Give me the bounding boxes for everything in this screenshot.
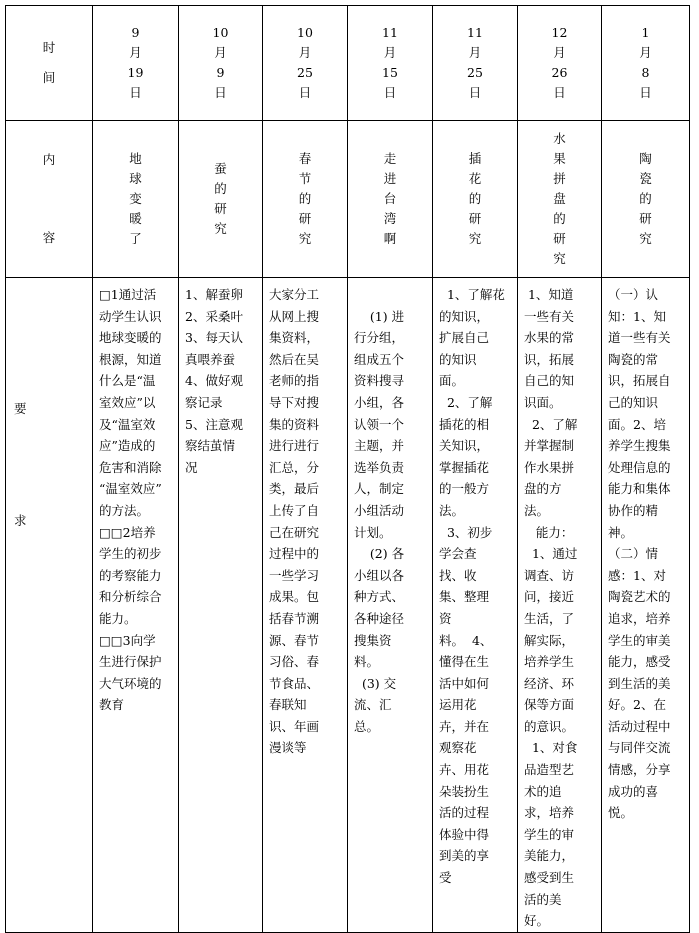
topic-line: 变: [129, 191, 142, 206]
requirement-line: 培养学生: [524, 654, 575, 670]
requirement-line: (3) 交: [354, 675, 397, 691]
requirement-line: 节食品、: [269, 675, 320, 691]
requirement-line: 计划。: [354, 524, 392, 540]
requirement-line: 观察花: [439, 740, 477, 756]
requirement-line: 春联知: [269, 697, 307, 713]
topic-line: 的: [214, 181, 227, 196]
date-line: 月: [468, 45, 482, 60]
requirement-line: 并掌握制: [524, 438, 575, 454]
requirement-line: 的方法。: [99, 502, 150, 518]
time-label-cell: [6, 6, 93, 121]
topic-line: 的: [298, 191, 312, 206]
date-line: 10: [212, 25, 229, 40]
topic-line: 水: [553, 131, 566, 146]
requirement-line: 2、了解: [524, 416, 578, 432]
topic-cell: [263, 121, 348, 278]
row-label: 容: [42, 230, 56, 245]
topic-cell: [518, 121, 602, 278]
date-line: 日: [214, 85, 227, 100]
requirement-line: 悦。: [608, 805, 634, 821]
row-label: 间: [42, 70, 56, 85]
requirement-line: 资料搜寻: [354, 373, 405, 389]
topic-line: 盘: [553, 191, 566, 206]
date-lines: [518, 23, 601, 103]
requirement-line: 一些有关: [524, 308, 575, 324]
date-line: 月: [639, 45, 652, 60]
requirement-cell: [602, 278, 690, 933]
requirement-line: (1) 进: [354, 308, 405, 324]
topic-line: 研: [639, 211, 652, 226]
topic-cell: [433, 121, 518, 278]
requirement-line: 2、采桑叶: [185, 308, 243, 324]
topic-line: 球: [129, 171, 142, 186]
date-line: 11: [382, 25, 398, 40]
requirement-line: 学会查: [439, 546, 477, 562]
requirement-line: 好。: [524, 913, 550, 929]
topic-line: 的: [639, 191, 652, 206]
requirement-cell: [263, 278, 348, 933]
requirement-line: 主题，并: [354, 438, 405, 454]
requirement-line: 的考察能力: [99, 567, 162, 583]
requirement-line: 3、初步: [439, 524, 493, 540]
topic-cell: [93, 121, 179, 278]
requirement-line: 上传了自: [269, 502, 320, 518]
requirement-line: 进行进行: [269, 438, 320, 454]
requirement-line: 汇总，分: [269, 459, 320, 475]
topic-lines: [263, 149, 347, 249]
requirement-line: 人，制定: [354, 481, 405, 497]
date-line: 8: [641, 65, 650, 80]
topic-line: 进: [383, 171, 397, 186]
requirement-line: 老师的指: [269, 373, 320, 389]
requirement-line: 到生活的美: [608, 675, 671, 691]
requirement-line: 察记录: [185, 394, 223, 410]
content-label-cell: [6, 121, 93, 278]
date-cell: [433, 6, 518, 121]
requirement-line: 活的过程: [439, 805, 490, 821]
requirement-cell: [179, 278, 263, 933]
date-line: 日: [129, 85, 142, 100]
topic-line: 研: [468, 211, 482, 226]
requirement-line: “温室效应”: [99, 481, 162, 497]
requirement-line: 地球变暖的: [99, 330, 162, 346]
date-lines: [93, 23, 178, 103]
requirement-line: 然后在吴: [269, 351, 320, 367]
requirement-line: 类，最后: [269, 481, 320, 497]
date-line: 日: [468, 85, 482, 100]
date-line: 25: [297, 65, 313, 80]
requirement-lines: [433, 278, 517, 889]
topic-line: 研: [214, 201, 227, 216]
date-lines: [433, 23, 517, 103]
requirement-line: □1通过活: [99, 287, 157, 302]
topic-lines: [93, 149, 178, 249]
requirement-line: 生进行保护: [99, 654, 162, 670]
requirement-line: （二）情: [608, 546, 659, 562]
date-line: 26: [551, 65, 568, 80]
requirement-cell: [433, 278, 518, 933]
topic-line: 春: [298, 151, 312, 166]
requirement-line: 自己的知: [524, 373, 575, 389]
date-line: 月: [214, 45, 227, 60]
requirement-line: 盘的方: [524, 481, 562, 497]
requirement-line: 况: [185, 459, 198, 475]
requirement-line: 行分组，: [354, 330, 405, 346]
requirement-line: 品造型艺: [524, 762, 575, 778]
topic-lines: [179, 159, 262, 239]
requirement-line: 处理信息的: [608, 459, 671, 475]
topic-lines: [433, 149, 517, 249]
requirement-line: 集资料，: [269, 330, 320, 346]
topic-line: 蚕: [214, 161, 227, 176]
topic-cell: [348, 121, 433, 278]
requirement-line: 料。: [354, 654, 380, 670]
topic-line: 的: [468, 191, 482, 206]
date-line: 9: [216, 65, 225, 80]
topic-line: 究: [468, 231, 482, 246]
requirement-line: 危害和消除: [99, 459, 162, 475]
requirement-line: 资: [439, 610, 452, 626]
requirement-line: 学生的审: [524, 826, 575, 842]
requirement-line: 解实际，: [524, 632, 575, 648]
date-cell: [602, 6, 690, 121]
topic-line: 了: [129, 231, 142, 246]
topic-cell: [179, 121, 263, 278]
requirement-line: 1、解蚕卵: [185, 287, 243, 302]
date-line: 19: [127, 65, 144, 80]
requirement-line: 法。: [524, 502, 550, 518]
requirement-line: 一些学习: [269, 567, 320, 583]
requirement-line: 掌握插花: [439, 459, 490, 475]
requirement-line: 体验中得: [439, 826, 490, 842]
requirement-line: 选举负责: [354, 459, 405, 475]
requirement-line: 小组以各: [354, 567, 405, 583]
requirement-line: 能力和集体: [608, 481, 671, 497]
requirement-line: 作水果拼: [524, 459, 575, 475]
requirement-line: 懂得在生: [439, 654, 490, 670]
date-line: 9: [131, 25, 140, 40]
requirement-line: 运用花: [439, 697, 477, 713]
requirement-line: 漫谈等: [269, 740, 307, 756]
requirement-line: （一）认: [608, 287, 659, 302]
topic-line: 瓷: [639, 171, 652, 186]
requirement-line: 的知识: [439, 351, 477, 367]
requirement-line: 3、每天认: [185, 330, 243, 346]
requirement-line: 大家分工: [269, 287, 320, 302]
requirement-line: 水果的常: [524, 330, 575, 346]
requirement-lines: [179, 278, 262, 478]
requirement-line: 和分析综合: [99, 589, 162, 605]
requirement-line: 术的追: [524, 783, 562, 799]
date-line: 日: [298, 85, 312, 100]
requirement-line: 小组，各: [354, 394, 405, 410]
requirement-line: 找、收: [439, 567, 477, 583]
topic-line: 究: [553, 251, 566, 266]
requirement-line: 习俗、春: [269, 654, 320, 670]
requirement-line: 组成五个: [354, 351, 405, 367]
requirement-line: 感受到生: [524, 870, 575, 886]
requirement-line: 感：1、对: [608, 567, 666, 583]
topic-line: 插: [468, 151, 482, 166]
topic-line: 究: [298, 231, 312, 246]
requirement-line: 教育: [99, 697, 125, 713]
requirement-line: 的知识，: [439, 308, 490, 324]
requirement-line: 动学生认识: [99, 308, 162, 324]
requirement-line: □□2培养: [99, 524, 156, 540]
topic-line: 究: [214, 221, 227, 236]
requirement-line: 法。: [439, 502, 465, 518]
requirement-line: 活的美: [524, 891, 562, 907]
date-cell: [518, 6, 602, 121]
requirement-lines: [518, 278, 601, 932]
topic-line: 花: [468, 171, 482, 186]
row-label: 内: [42, 152, 56, 167]
requirement-line: 调查、访: [524, 567, 575, 583]
requirement-lines: [348, 278, 432, 737]
requirement-line: 识、年画: [269, 718, 320, 734]
requirement-line: 的一般方: [439, 481, 490, 497]
requirement-line: 5、注意观: [185, 416, 243, 432]
topic-lines: [602, 149, 689, 249]
requirement-line: 源、春节: [269, 632, 320, 648]
requirement-line: 什么是“温: [99, 373, 156, 389]
topic-line: 果: [553, 151, 566, 166]
date-cell: [348, 6, 433, 121]
requirement-line: 道一些有关: [608, 330, 671, 346]
requirement-cell: [348, 278, 433, 933]
date-line: 1: [641, 25, 650, 40]
requirement-line: (2) 各: [354, 546, 405, 562]
requirement-line: 室效应”以: [99, 394, 156, 410]
topic-line: 研: [553, 231, 566, 246]
requirement-line: 卉，并在: [439, 718, 490, 734]
date-cell: [93, 6, 179, 121]
requirement-line: 经济、环: [524, 675, 575, 691]
requirement-line: 与同伴交流: [608, 740, 671, 756]
requirement-line: 问，接近: [524, 589, 575, 605]
requirement-line: 真喂养蚕: [185, 351, 236, 367]
content-row: [6, 121, 690, 278]
topic-lines: [518, 129, 601, 269]
requirement-line: 2、了解: [439, 394, 493, 410]
date-line: 月: [553, 45, 566, 60]
time-row: [6, 6, 690, 121]
date-line: 25: [467, 65, 483, 80]
date-line: 15: [382, 65, 398, 80]
requirement-cell: [93, 278, 179, 933]
date-line: 11: [467, 25, 483, 40]
date-line: 日: [383, 85, 397, 100]
requirement-line: 插花的相: [439, 416, 490, 432]
requirement-line: 导下对搜: [269, 394, 320, 410]
requirement-line: 养学生搜集: [608, 438, 671, 454]
requirement-line: 学生的审美: [608, 632, 671, 648]
topic-line: 节: [298, 171, 312, 186]
requirement-line: 各种途径: [354, 610, 405, 626]
requirement-line: 的意识。: [524, 718, 575, 734]
requirement-line: 扩展自己: [439, 330, 490, 346]
requirement-line: 识面。: [524, 394, 562, 410]
requirement-line: 活中如何: [439, 675, 490, 691]
date-line: 月: [298, 45, 312, 60]
requirement-line: 小组活动: [354, 502, 405, 518]
requirement-line: 知：1、知: [608, 308, 666, 324]
date-lines: [179, 23, 262, 103]
requirement-line: 己的知识: [608, 394, 659, 410]
requirement-line: 好。2、在: [608, 697, 666, 713]
requirement-line: 4、做好观: [185, 373, 243, 389]
topic-line: 陶: [639, 151, 652, 166]
requirement-line: 认领一个: [354, 416, 405, 432]
topic-line: 研: [298, 211, 312, 226]
requirement-line: 能力：: [524, 524, 574, 540]
requirement-line: 追求，培养: [608, 610, 671, 626]
topic-line: 暖: [129, 211, 142, 226]
date-lines: [602, 23, 689, 103]
requirement-line: 能力，感受: [608, 654, 671, 670]
date-line: 月: [129, 45, 142, 60]
requirement-row: [6, 278, 690, 933]
requirement-line: □□3向学: [99, 632, 156, 648]
requirement-line: 卉、用花: [439, 762, 490, 778]
date-line: 日: [553, 85, 566, 100]
requirement-line: 根源，知道: [99, 351, 162, 367]
row-label: 要: [14, 401, 27, 416]
date-lines: [263, 23, 347, 103]
requirement-line: 保等方面: [524, 697, 575, 713]
requirement-line: 及“温室效: [99, 416, 156, 432]
date-line: 10: [297, 25, 313, 40]
activity-schedule-table: [5, 5, 690, 933]
requirement-line: 生活，了: [524, 610, 575, 626]
topic-line: 啊: [383, 231, 397, 246]
requirement-cell: [518, 278, 602, 933]
topic-line: 湾: [383, 211, 397, 226]
requirement-line: 能力。: [99, 610, 137, 626]
requirement-line: 应”造成的: [99, 438, 156, 454]
requirement-line: 己在研究: [269, 524, 320, 540]
requirement-line: 朵装扮生: [439, 783, 490, 799]
requirement-line: 到美的享: [439, 848, 490, 864]
topic-line: 拼: [553, 171, 566, 186]
requirement-line: 从网上搜: [269, 308, 320, 324]
requirement-line: 识，拓展: [524, 351, 575, 367]
requirement-line: 关知识，: [439, 438, 490, 454]
date-cell: [263, 6, 348, 121]
date-lines: [348, 23, 432, 103]
topic-line: 走: [383, 151, 397, 166]
date-line: 日: [639, 85, 652, 100]
requirement-line: 陶瓷的常: [608, 351, 659, 367]
requirement-line: 情感，分享: [608, 762, 671, 778]
date-line: 12: [551, 25, 568, 40]
topic-line: 的: [553, 211, 566, 226]
requirement-line: 识，拓展自: [608, 373, 671, 389]
requirement-line: 过程中的: [269, 546, 320, 562]
requirement-lines: [602, 278, 689, 824]
requirement-line: 1、了解花: [439, 287, 505, 302]
requirement-line: 陶瓷艺术的: [608, 589, 671, 605]
topic-line: 地: [129, 151, 142, 166]
requirement-line: 大气环境的: [99, 675, 162, 691]
requirement-line: 协作的精: [608, 502, 659, 518]
requirement-lines: [263, 278, 347, 759]
requirement-line: 1、通过: [524, 546, 578, 562]
requirement-line: 集的资料: [269, 416, 320, 432]
requirement-line: 流、汇: [354, 697, 392, 713]
requirement-label-cell: [6, 278, 93, 933]
row-label: 求: [14, 513, 27, 528]
requirement-line: 美能力，: [524, 848, 575, 864]
requirement-lines: [93, 278, 178, 716]
requirement-line: 面。2、培: [608, 416, 666, 432]
requirement-line: 受: [439, 870, 452, 886]
topic-lines: [348, 149, 432, 249]
requirement-line: 料。 4、: [439, 632, 493, 648]
row-label: 时: [42, 40, 56, 55]
requirement-line: 求，培养: [524, 805, 575, 821]
topic-line: 台: [383, 191, 397, 206]
requirement-line: 搜集资: [354, 632, 392, 648]
requirement-line: 活动过程中: [608, 718, 671, 734]
requirement-line: 察结茧情: [185, 438, 236, 454]
topic-cell: [602, 121, 690, 278]
date-cell: [179, 6, 263, 121]
requirement-line: 学生的初步: [99, 546, 162, 562]
requirement-line: 括春节溯: [269, 610, 320, 626]
requirement-line: 总。: [354, 718, 380, 734]
requirement-line: 神。: [608, 524, 634, 540]
requirement-line: 种方式、: [354, 589, 405, 605]
requirement-line: 成果。包: [269, 589, 320, 605]
requirement-line: 1、知道: [524, 287, 574, 302]
topic-line: 究: [639, 231, 652, 246]
date-line: 月: [383, 45, 397, 60]
requirement-line: 集、整理: [439, 589, 490, 605]
requirement-line: 成功的喜: [608, 783, 659, 799]
requirement-line: 面。: [439, 373, 465, 389]
requirement-line: [354, 284, 428, 306]
requirement-line: 1、对食: [524, 740, 578, 756]
